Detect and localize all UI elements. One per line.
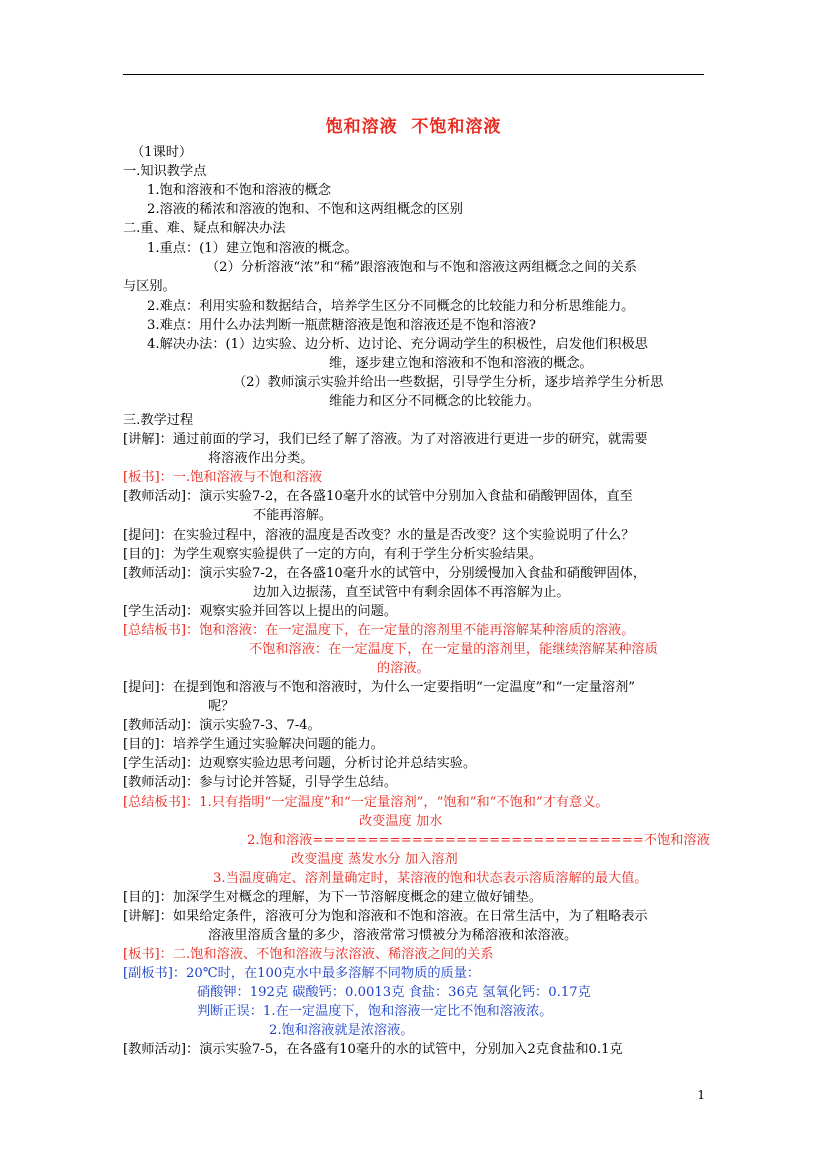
- text-line: 2.溶液的稀浓和溶液的饱和、不饱和这两组概念的区别: [147, 202, 463, 217]
- text-line: 改变温度 蒸发水分 加入溶剂: [291, 852, 458, 867]
- text-line: 三.教学过程: [123, 413, 194, 428]
- text-line: （2）教师演示实验并给出一些数据，引导学生分析，逐步培养学生分析思: [233, 375, 664, 390]
- page-number: 1: [697, 1088, 705, 1102]
- text-line: [教师活动]：演示实验7-2，在各盛10毫升水的试管中分别加入食盐和硝酸钾固体，直至: [123, 489, 633, 504]
- text-line: 1.饱和溶液和不饱和溶液的概念: [147, 183, 332, 198]
- text-line: [讲解]：通过前面的学习，我们已经了解了溶液。为了对溶液进行更进一步的研究，就需要: [123, 432, 648, 447]
- text-line: [目的]：为学生观察实验提供了一定的方向，有利于学生分析实验结果。: [123, 547, 543, 562]
- text-line: [目的]：培养学生通过实验解决问题的能力。: [123, 737, 384, 752]
- text-line: [教师活动]：演示实验7-2，在各盛10毫升水的试管中，分别缓慢加入食盐和硝酸钾固体，: [123, 566, 647, 581]
- text-line: 维，逐步建立饱和溶液和不饱和溶液的概念。: [329, 356, 593, 371]
- text-line: （2）分析溶液“浓”和“稀”跟溶液饱和与不饱和溶液这两组概念之间的关系: [206, 260, 637, 275]
- text-line: 3.当温度确定、溶剂量确定时，某溶液的饱和状态表示溶质溶解的最大值。: [213, 871, 648, 886]
- text-line: 将溶液作出分类。: [208, 451, 314, 466]
- text-line: 2.饱和溶液==============================不饱和溶液: [247, 833, 710, 848]
- text-line: （1课时）: [131, 145, 193, 160]
- text-line: [提问]：在实验过程中，溶液的温度是否改变？水的量是否改变？这个实验说明了什么？: [123, 528, 635, 543]
- text-line: 不能再溶解。: [253, 508, 333, 523]
- text-line: [总结板书]：1.只有指明“一定温度”和“一定量溶剂”，“饱和”和“不饱和”才有意义。: [123, 795, 609, 810]
- text-line: 不饱和溶液：在一定温度下，在一定量的溶剂里，能继续溶解某种溶质: [249, 642, 658, 657]
- text-line: 改变温度 加水: [359, 814, 443, 829]
- text-line: 1.重点：(1）建立饱和溶液的概念。: [147, 241, 358, 256]
- text-line: [教师活动]：演示实验7-5，在各盛有10毫升的水的试管中，分别加入2克食盐和0.1克: [123, 1042, 623, 1057]
- text-line: [教师活动]：参与讨论并答疑，引导学生总结。: [123, 775, 398, 790]
- header-rule: [123, 74, 704, 75]
- text-line: 硝酸钾：192克 碳酸钙：0.0013克 食盐：36克 氢氧化钙：0.17克: [197, 985, 591, 1000]
- text-line: 与区别。: [123, 279, 176, 294]
- text-line: [提问]：在提到饱和溶液与不饱和溶液时，为什么一定要指明“一定温度”和“一定量溶剂”: [123, 680, 636, 695]
- text-line: 4.解决办法：(1）边实验、边分析、边讨论、充分调动学生的积极性，启发他们积极思: [147, 337, 648, 352]
- text-line: 的溶液。: [377, 661, 430, 676]
- text-line: [副板书]：20℃时，在100克水中最多溶解不同物质的质量：: [123, 966, 481, 981]
- text-line: [板书]：二.饱和溶液、不饱和溶液与浓溶液、稀溶液之间的关系: [123, 947, 494, 962]
- text-line: [目的]：加深学生对概念的理解，为下一节溶解度概念的建立做好铺垫。: [123, 890, 543, 905]
- text-line: 2.饱和溶液就是浓溶液。: [269, 1023, 414, 1038]
- text-line: 一.知识教学点: [123, 164, 207, 179]
- text-line: 呢？: [208, 699, 235, 714]
- text-line: [总结板书]：饱和溶液：在一定温度下，在一定量的溶剂里不能再溶解某种溶质的溶液。: [123, 623, 635, 638]
- text-line: 维能力和区分不同概念的比较能力。: [329, 394, 540, 409]
- text-line: [板书]：一.饱和溶液与不饱和溶液: [123, 470, 323, 485]
- text-line: 3.难点：用什么办法判断一瓶蔗糖溶液是饱和溶液还是不饱和溶液?: [147, 318, 536, 333]
- text-line: [讲解]：如果给定条件，溶液可分为饱和溶液和不饱和溶液。在日常生活中，为了粗略表示: [123, 909, 648, 924]
- text-line: 判断正误：1.在一定温度下，饱和溶液一定比不饱和溶液浓。: [197, 1004, 553, 1019]
- text-line: 2.难点：利用实验和数据结合，培养学生区分不同概念的比较能力和分析思维能力。: [147, 299, 635, 314]
- text-line: 二.重、难、疑点和解决办法: [123, 221, 286, 236]
- text-line: [学生活动]：观察实验并回答以上提出的问题。: [123, 604, 398, 619]
- text-line: [学生活动]：边观察实验边思考问题，分析讨论并总结实验。: [123, 756, 477, 771]
- page-title: 饱和溶液 不饱和溶液: [325, 117, 502, 137]
- text-line: 边加入边振荡，直至试管中有剩余固体不再溶解为止。: [253, 585, 570, 600]
- text-line: [教师活动]：演示实验7-3、7-4。: [123, 718, 321, 733]
- text-line: 溶液里溶质含量的多少，溶液常常习惯被分为稀溶液和浓溶液。: [208, 928, 578, 943]
